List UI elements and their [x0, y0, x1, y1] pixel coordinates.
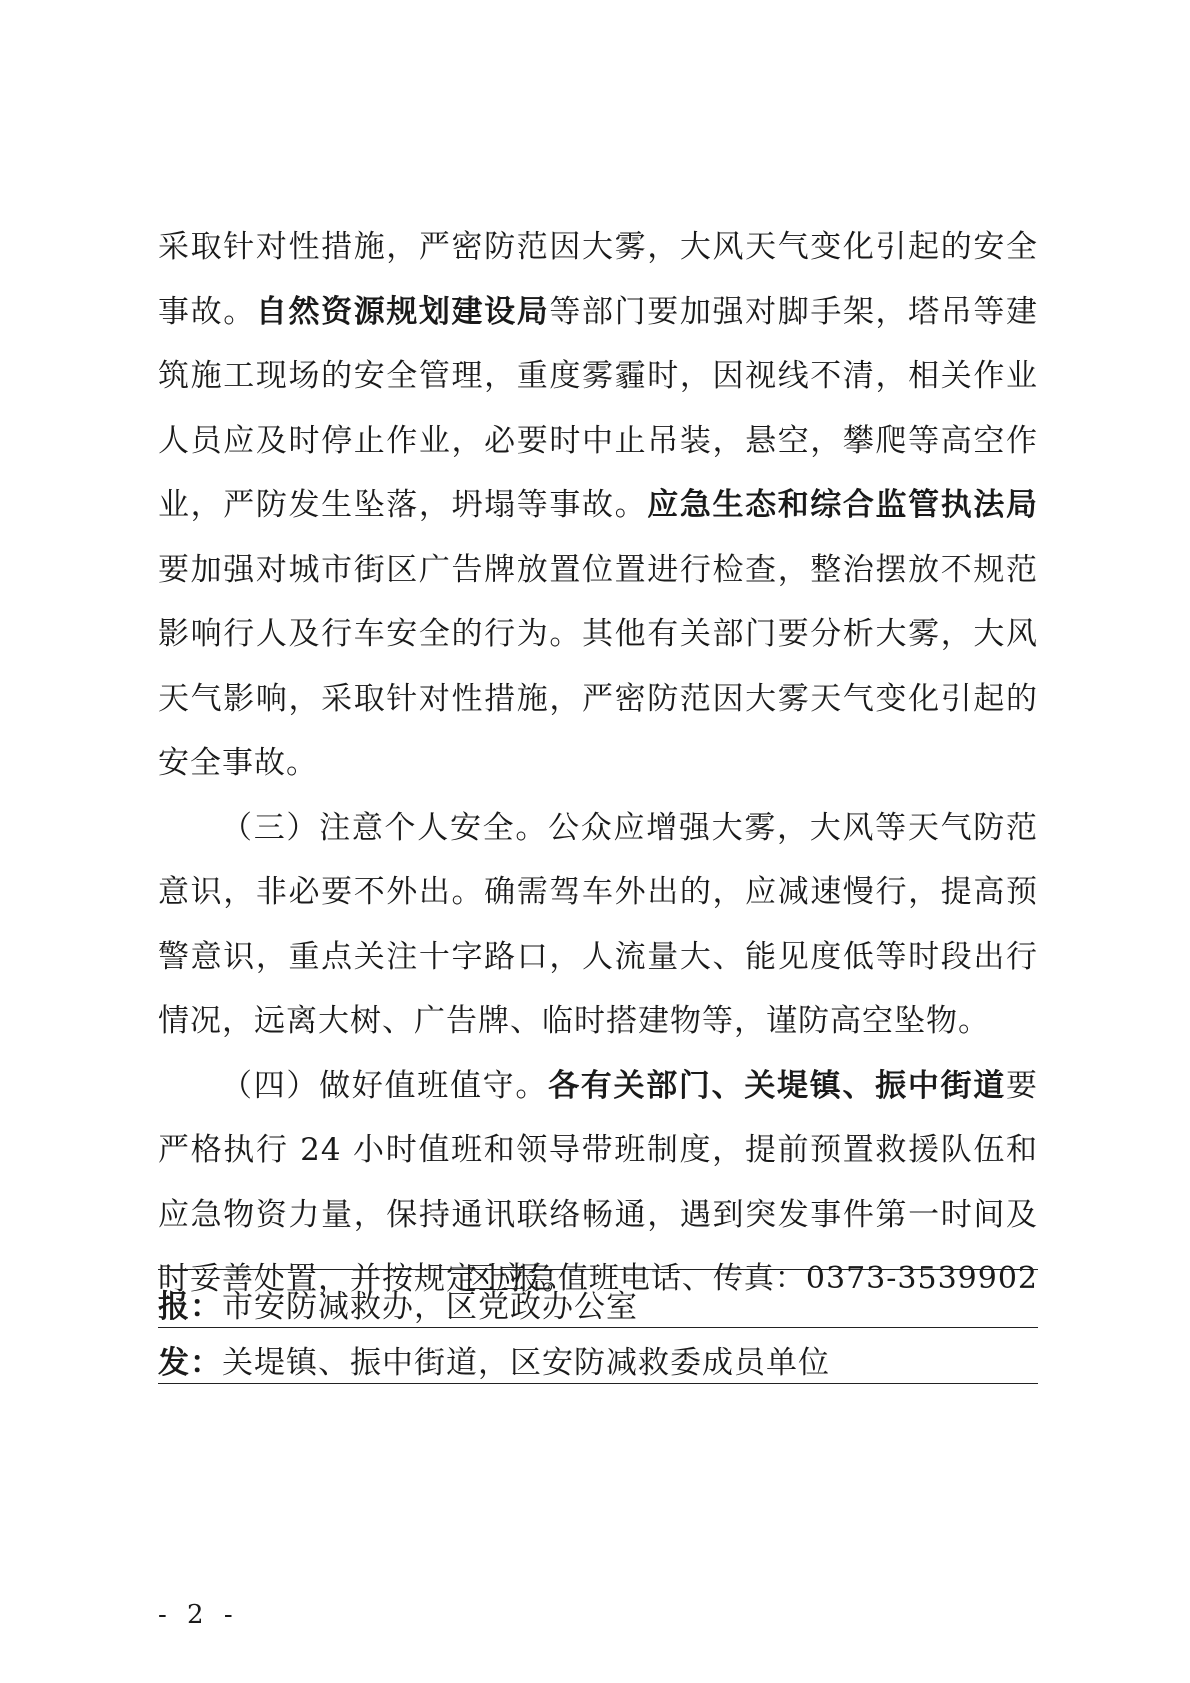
section-heading: （四）做好值班值守。 — [221, 1067, 549, 1104]
page-number: - 2 - — [158, 1600, 239, 1630]
contact-line: 区应急值班电话、传真：0373-3539902 — [464, 1261, 1038, 1296]
paragraph-measures — [158, 215, 1038, 796]
department-name: 各有关部门、关堤镇、振中街道 — [548, 1067, 1007, 1104]
send-to-line — [158, 1337, 1038, 1382]
department-name: 自然资源规划建设局 — [255, 293, 550, 330]
paragraph-personal-safety: （三）注意个人安全。公众应增强大雾，大风等天气防范意识，非必要不外出。确需驾车外出的，应减速慢行，提高预警意识，重点关注十字路口，人流量大、能见度低等时段出行情况，远离大树、广告牌、临时搭建物等，谨防高空坠物。 — [158, 809, 1038, 1039]
report-to-line — [158, 1281, 1038, 1326]
paragraph-text: 要加强对城市街区广告牌放置位置进行检查，整治摆放不规范影响行人及行车安全的行为。其他有关部门要分析大雾，大风天气影响，采取针对性措施，严密防范因大雾天气变化引起的安全事故。 — [158, 551, 1038, 781]
paragraph-text: 等部门要加强对脚手架，塔吊等建筑施工现场的安全管理，重度雾霾时，因视线不清，相关作业人员应及时停止作业，必要时中止吊装，悬空，攀爬等高空作业，严防发生坠落，坍塌等事故。 — [158, 293, 1039, 523]
report-label: 报： — [158, 1289, 222, 1325]
divider-middle — [158, 1327, 1038, 1328]
divider-bottom — [158, 1383, 1038, 1384]
report-value: 市安防减救办，区党政办公室 — [222, 1289, 638, 1325]
paragraph-text: 要严格执行 24 小时值班和领导带班制度，提前预置救援队伍和应急物资力量，保持通讯联络畅通，遇到突发事件第一时间及时妥善处置，并按规定上报。 — [158, 1067, 1039, 1297]
department-name: 应急生态和综合监管执法局 — [647, 487, 1039, 523]
divider-top — [158, 1269, 1038, 1270]
send-value: 关堤镇、振中街道，区安防减救委成员单位 — [222, 1345, 830, 1381]
document-body — [158, 215, 1038, 1312]
send-label: 发： — [158, 1345, 222, 1381]
paragraph-text: 采取针对性措施，严密防范因大雾，大风天气变化引起的安全事故。 — [158, 229, 1038, 330]
